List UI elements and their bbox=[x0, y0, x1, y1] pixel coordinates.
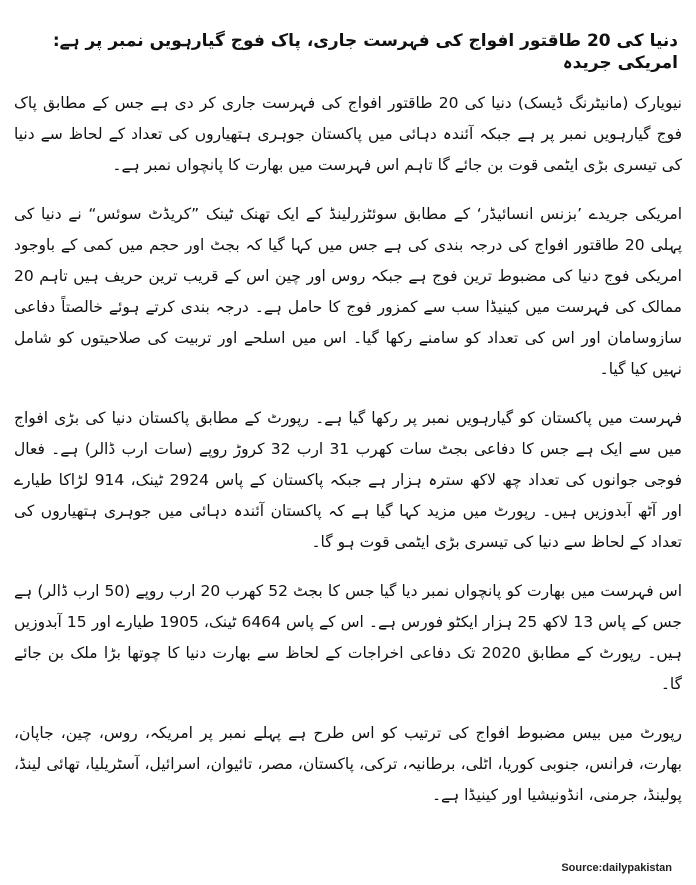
paragraph-ranking: امریکی جریدے ’بزنس انسائیڈر‘ کے مطابق سوئٹزرلینڈ کے ایک تھنک ٹینک ”کریڈٹ سوئس“ نے دنیا کی پہلی 20 طاقتور افواج کی درجہ بندی کی ہے جس میں کہا گیا کہ بجٹ اور حجم میں کمی کے باوجود امریکی فوج دنیا کی مضبوط ترین فوج ہے جبکہ روس اور چین اس کے قریب ترین حریف ہیں تاہم 20 ممالک کی فہرست میں کینیڈا سب سے کمزور فوج کا حامل ہے۔ درجہ بندی کرتے ہوئے خالصتاً دفاعی سازوسامان اور اس کی تعداد کو سامنے رکھا گیا۔ اس میں اسلحے اور تربیت کی صلاحیتوں کو شامل نہیں کیا گیا۔ bbox=[14, 205, 683, 378]
source-credit: Source:dailypakistan bbox=[561, 862, 672, 874]
paragraph-intro: نیویارک (مانیٹرنگ ڈیسک) دنیا کی 20 طاقتور افواج کی فہرست جاری کر دی ہے جس کے مطابق پاک فوج گیارہویں نمبر پر ہے جبکہ آئندہ دہائی میں پاکستان جوہری ہتھیاروں کی تعداد کے لحاظ سے دنیا کی تیسری بڑی ایٹمی قوت بن جائے گا تاہم اس فہرست میں بھارت کا پانچواں نمبر ہے۔ bbox=[14, 94, 682, 174]
paragraph-pakistan: فہرست میں پاکستان کو گیارہویں نمبر پر رکھا گیا ہے۔ رپورٹ کے مطابق پاکستان دنیا کی بڑی افواج میں سے ایک ہے جس کا دفاعی بجٹ سات کھرب 31 ارب 32 کروڑ روپے (سات ارب ڈالر) ہے۔ فعال فوجی جوانوں کی تعداد چھ لاکھ سترہ ہزار ہے جبکہ پاکستان کے پاس 2924 ٹینک، 914 لڑاکا طیارے اور آٹھ آبدوزیں ہیں۔ رپورٹ میں مزید کہا گیا ہے کہ پاکستان آئندہ دہائی میں جوہری ہتھیاروں کی تعداد کے لحاظ سے دنیا کی تیسری بڑی ایٹمی قوت ہو گا۔ bbox=[14, 409, 683, 551]
article-headline: دنیا کی 20 طاقتور افواج کی فہرست جاری، پاک فوج گیارہویں نمبر پر ہے: امریکی جریدہ bbox=[52, 31, 678, 73]
paragraph-india: اس فہرست میں بھارت کو پانچواں نمبر دیا گیا جس کا بجٹ 52 کھرب 20 ارب روپے (50 ارب ڈالر) ہے جس کے پاس 13 لاکھ 25 ہزار ایکٹو فورس ہے۔ اس کے پاس 6464 ٹینک، 1905 طیارے اور 15 آبدوزیں ہیں۔ رپورٹ کے مطابق 2020 تک دفاعی اخراجات کے لحاظ سے بھارت دنیا کا چوتھا بڑا ملک بن جائے گا۔ bbox=[14, 582, 683, 693]
paragraph-list: رپورٹ میں بیس مضبوط افواج کی ترتیب کو اس طرح ہے پہلے نمبر پر امریکہ، روس، چین، جاپان، بھارت، فرانس، جنوبی کوریا، اٹلی، برطانیہ، ترکی، پاکستان، مصر، تائیوان، اسرائیل، آسٹریلیا، تھائی لینڈ، پولینڈ، جرمنی، انڈونیشیا اور کینیڈا ہے۔ bbox=[14, 724, 682, 804]
article bbox=[14, 30, 682, 829]
